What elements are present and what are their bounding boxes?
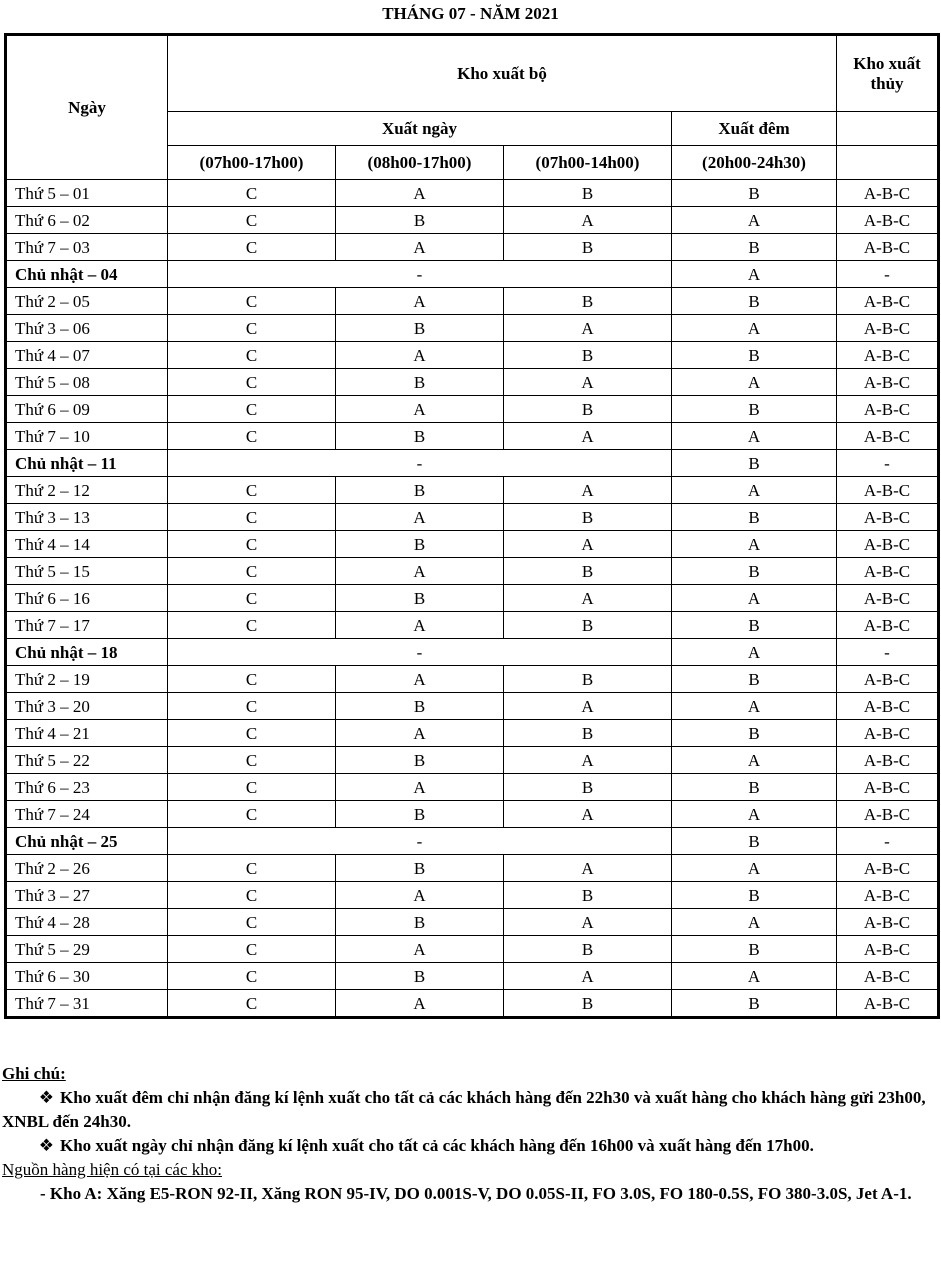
shift-08-17-cell: B [336,801,504,828]
night-shift-cell: A [672,369,837,396]
kho-thuy-cell: A-B-C [837,180,939,207]
schedule-table [4,33,940,1019]
table-row [6,936,939,963]
shift-08-17-cell: B [336,855,504,882]
night-shift-cell: A [672,801,837,828]
source-label: Nguồn hàng hiện có tại các kho: [2,1160,222,1179]
day-cell: Thứ 7 – 03 [6,234,168,261]
kho-thuy-cell: A-B-C [837,531,939,558]
night-shift-cell: A [672,693,837,720]
shift-08-17-cell: A [336,666,504,693]
table-row [6,774,939,801]
table-row [6,369,939,396]
day-cell: Thứ 5 – 15 [6,558,168,585]
source-kho-a [0,1182,941,1206]
shift-07-17-cell: C [168,666,336,693]
night-shift-cell: B [672,396,837,423]
shift-08-17-cell: B [336,207,504,234]
header-xuat-dem: Xuất đêm [672,112,837,146]
shift-07-17-cell: C [168,936,336,963]
shift-07-14-cell: A [504,693,672,720]
day-cell: Thứ 6 – 16 [6,585,168,612]
shift-07-14-cell: B [504,180,672,207]
shift-07-14-cell: B [504,666,672,693]
shift-08-17-cell: A [336,342,504,369]
shift-07-14-cell: A [504,477,672,504]
night-shift-cell: A [672,315,837,342]
night-shift-cell: B [672,720,837,747]
shift-07-17-cell: C [168,720,336,747]
shift-07-14-cell: B [504,720,672,747]
day-cell: Thứ 2 – 26 [6,855,168,882]
day-cell: Thứ 2 – 12 [6,477,168,504]
shift-07-17-cell: C [168,423,336,450]
shift-07-17-cell: C [168,801,336,828]
table-row [6,801,939,828]
source-kho-a-text: - Kho A: Xăng E5-RON 92-II, Xăng RON 95-IV, DO 0.001S-V, DO 0.05S-II, FO 3.0S, FO 180-0.5S, FO 380-3.0S, Jet A-1. [40,1184,912,1203]
night-shift-cell: B [672,882,837,909]
header-kho-xuat-bo: Kho xuất bộ [168,35,837,112]
night-shift-cell: A [672,261,837,288]
merged-day-shift-cell: - [168,639,672,666]
night-shift-cell: B [672,990,837,1018]
day-cell: Thứ 3 – 13 [6,504,168,531]
shift-07-14-cell: A [504,909,672,936]
kho-thuy-cell: A-B-C [837,882,939,909]
night-shift-cell: A [672,585,837,612]
notes-section [0,1062,941,1206]
header-empty-1 [837,112,939,146]
shift-07-14-cell: B [504,558,672,585]
merged-day-shift-cell: - [168,261,672,288]
table-row [6,261,939,288]
night-shift-cell: A [672,747,837,774]
table-row [6,531,939,558]
table-row [6,234,939,261]
day-cell: Thứ 2 – 19 [6,666,168,693]
table-row [6,504,939,531]
shift-08-17-cell: A [336,504,504,531]
shift-07-14-cell: B [504,504,672,531]
shift-08-17-cell: A [336,396,504,423]
kho-thuy-cell: A-B-C [837,396,939,423]
header-time-3: (07h00-14h00) [504,146,672,180]
shift-07-14-cell: B [504,936,672,963]
table-row [6,288,939,315]
shift-07-17-cell: C [168,585,336,612]
shift-07-17-cell: C [168,558,336,585]
note-item [0,1134,941,1158]
shift-07-17-cell: C [168,207,336,234]
day-cell: Thứ 6 – 09 [6,396,168,423]
shift-07-17-cell: C [168,747,336,774]
day-cell: Thứ 5 – 01 [6,180,168,207]
kho-thuy-cell: A-B-C [837,558,939,585]
shift-07-17-cell: C [168,288,336,315]
day-cell: Chủ nhật – 25 [6,828,168,855]
day-cell: Chủ nhật – 11 [6,450,168,477]
day-cell: Thứ 3 – 06 [6,315,168,342]
shift-07-17-cell: C [168,990,336,1018]
table-row [6,180,939,207]
day-cell: Thứ 4 – 07 [6,342,168,369]
night-shift-cell: B [672,936,837,963]
table-row [6,477,939,504]
shift-08-17-cell: B [336,315,504,342]
kho-thuy-cell: A-B-C [837,963,939,990]
note-item [0,1086,941,1134]
shift-07-14-cell: A [504,369,672,396]
shift-07-17-cell: C [168,882,336,909]
table-row [6,423,939,450]
merged-day-shift-cell: - [168,828,672,855]
shift-07-14-cell: B [504,234,672,261]
shift-07-14-cell: A [504,423,672,450]
night-shift-cell: B [672,612,837,639]
shift-08-17-cell: A [336,180,504,207]
table-row [6,990,939,1018]
table-row [6,585,939,612]
merged-day-shift-cell: - [168,450,672,477]
kho-thuy-cell: A-B-C [837,693,939,720]
night-shift-cell: B [672,234,837,261]
kho-thuy-cell: A-B-C [837,342,939,369]
day-cell: Thứ 7 – 10 [6,423,168,450]
kho-thuy-cell: A-B-C [837,315,939,342]
shift-07-17-cell: C [168,477,336,504]
kho-thuy-cell: A-B-C [837,369,939,396]
shift-08-17-cell: A [336,558,504,585]
night-shift-cell: B [672,450,837,477]
header-time-1: (07h00-17h00) [168,146,336,180]
night-shift-cell: A [672,963,837,990]
kho-thuy-cell: A-B-C [837,288,939,315]
shift-07-17-cell: C [168,612,336,639]
table-row [6,315,939,342]
shift-08-17-cell: B [336,477,504,504]
table-row [6,693,939,720]
note-text: Kho xuất đêm chỉ nhận đăng kí lệnh xuất cho tất cả các khách hàng đến 22h30 và xuất hàng cho khách hàng gửi 23h00, XNBL đến 24h30. [2,1088,926,1131]
table-row [6,612,939,639]
table-row [6,909,939,936]
shift-07-17-cell: C [168,342,336,369]
day-cell: Chủ nhật – 18 [6,639,168,666]
note-text: Kho xuất ngày chỉ nhận đăng kí lệnh xuất cho tất cả các khách hàng đến 16h00 và xuất hàng đến 17h00. [60,1136,814,1155]
kho-thuy-cell: A-B-C [837,855,939,882]
header-xuat-ngay: Xuất ngày [168,112,672,146]
kho-thuy-cell: A-B-C [837,477,939,504]
day-cell: Thứ 5 – 29 [6,936,168,963]
header-ngay: Ngày [6,35,168,180]
shift-07-17-cell: C [168,531,336,558]
table-row [6,639,939,666]
day-cell: Thứ 7 – 17 [6,612,168,639]
day-cell: Thứ 6 – 23 [6,774,168,801]
shift-07-14-cell: A [504,801,672,828]
table-row [6,396,939,423]
shift-08-17-cell: B [336,423,504,450]
table-row [6,342,939,369]
shift-07-14-cell: A [504,585,672,612]
shift-08-17-cell: A [336,720,504,747]
day-cell: Thứ 4 – 21 [6,720,168,747]
shift-08-17-cell: A [336,774,504,801]
night-shift-cell: A [672,207,837,234]
shift-07-17-cell: C [168,369,336,396]
shift-08-17-cell: B [336,531,504,558]
shift-07-14-cell: B [504,612,672,639]
shift-08-17-cell: A [336,612,504,639]
shift-08-17-cell: A [336,990,504,1018]
shift-07-17-cell: C [168,774,336,801]
kho-thuy-cell: A-B-C [837,747,939,774]
diamond-bullet-icon: ❖ [38,1088,54,1107]
kho-thuy-cell: A-B-C [837,234,939,261]
day-cell: Thứ 7 – 24 [6,801,168,828]
night-shift-cell: A [672,855,837,882]
day-cell: Thứ 5 – 22 [6,747,168,774]
shift-08-17-cell: B [336,963,504,990]
kho-thuy-cell: A-B-C [837,207,939,234]
table-row [6,666,939,693]
kho-thuy-cell: A-B-C [837,801,939,828]
day-cell: Thứ 4 – 14 [6,531,168,558]
shift-07-14-cell: A [504,747,672,774]
shift-07-14-cell: B [504,396,672,423]
day-cell: Thứ 4 – 28 [6,909,168,936]
shift-07-17-cell: C [168,180,336,207]
night-shift-cell: B [672,828,837,855]
shift-07-14-cell: B [504,774,672,801]
day-cell: Thứ 3 – 20 [6,693,168,720]
header-time-2: (08h00-17h00) [336,146,504,180]
night-shift-cell: A [672,531,837,558]
table-row [6,882,939,909]
shift-07-17-cell: C [168,396,336,423]
kho-thuy-cell: A-B-C [837,504,939,531]
shift-07-17-cell: C [168,909,336,936]
day-cell: Chủ nhật – 04 [6,261,168,288]
table-row [6,450,939,477]
kho-thuy-cell: A-B-C [837,585,939,612]
notes-label: Ghi chú: [2,1064,66,1083]
day-cell: Thứ 2 – 05 [6,288,168,315]
shift-08-17-cell: B [336,693,504,720]
shift-07-14-cell: A [504,855,672,882]
schedule-body [6,180,939,1018]
shift-07-17-cell: C [168,504,336,531]
shift-07-14-cell: B [504,288,672,315]
kho-thuy-cell: A-B-C [837,720,939,747]
kho-thuy-cell: - [837,639,939,666]
night-shift-cell: B [672,288,837,315]
page-title: THÁNG 07 - NĂM 2021 [382,4,559,23]
kho-thuy-cell: - [837,828,939,855]
kho-thuy-cell: A-B-C [837,612,939,639]
night-shift-cell: B [672,180,837,207]
night-shift-cell: A [672,639,837,666]
shift-08-17-cell: B [336,747,504,774]
shift-08-17-cell: A [336,882,504,909]
kho-thuy-cell: A-B-C [837,666,939,693]
table-row [6,855,939,882]
night-shift-cell: B [672,504,837,531]
day-cell: Thứ 3 – 27 [6,882,168,909]
shift-08-17-cell: A [336,234,504,261]
kho-thuy-cell: A-B-C [837,774,939,801]
table-row [6,963,939,990]
diamond-bullet-icon: ❖ [38,1136,54,1155]
shift-08-17-cell: A [336,288,504,315]
kho-thuy-cell: - [837,261,939,288]
table-row [6,207,939,234]
night-shift-cell: A [672,909,837,936]
night-shift-cell: A [672,423,837,450]
kho-thuy-cell: A-B-C [837,936,939,963]
shift-07-14-cell: B [504,882,672,909]
header-kho-xuat-thuy: Kho xuất thủy [837,35,939,112]
shift-08-17-cell: B [336,369,504,396]
day-cell: Thứ 7 – 31 [6,990,168,1018]
kho-thuy-cell: - [837,450,939,477]
shift-08-17-cell: A [336,936,504,963]
shift-08-17-cell: B [336,909,504,936]
shift-07-14-cell: A [504,963,672,990]
header-empty-2 [837,146,939,180]
night-shift-cell: B [672,342,837,369]
kho-thuy-cell: A-B-C [837,909,939,936]
day-cell: Thứ 6 – 02 [6,207,168,234]
night-shift-cell: B [672,774,837,801]
table-row [6,720,939,747]
table-row [6,558,939,585]
shift-07-17-cell: C [168,693,336,720]
shift-07-17-cell: C [168,855,336,882]
night-shift-cell: A [672,477,837,504]
table-row [6,747,939,774]
shift-08-17-cell: B [336,585,504,612]
shift-07-17-cell: C [168,234,336,261]
night-shift-cell: B [672,666,837,693]
table-row [6,828,939,855]
shift-07-14-cell: A [504,315,672,342]
day-cell: Thứ 6 – 30 [6,963,168,990]
header-time-4: (20h00-24h30) [672,146,837,180]
kho-thuy-cell: A-B-C [837,423,939,450]
shift-07-17-cell: C [168,315,336,342]
shift-07-17-cell: C [168,963,336,990]
shift-07-14-cell: B [504,990,672,1018]
shift-07-14-cell: A [504,531,672,558]
kho-thuy-cell: A-B-C [837,990,939,1018]
shift-07-14-cell: A [504,207,672,234]
shift-07-14-cell: B [504,342,672,369]
day-cell: Thứ 5 – 08 [6,369,168,396]
night-shift-cell: B [672,558,837,585]
